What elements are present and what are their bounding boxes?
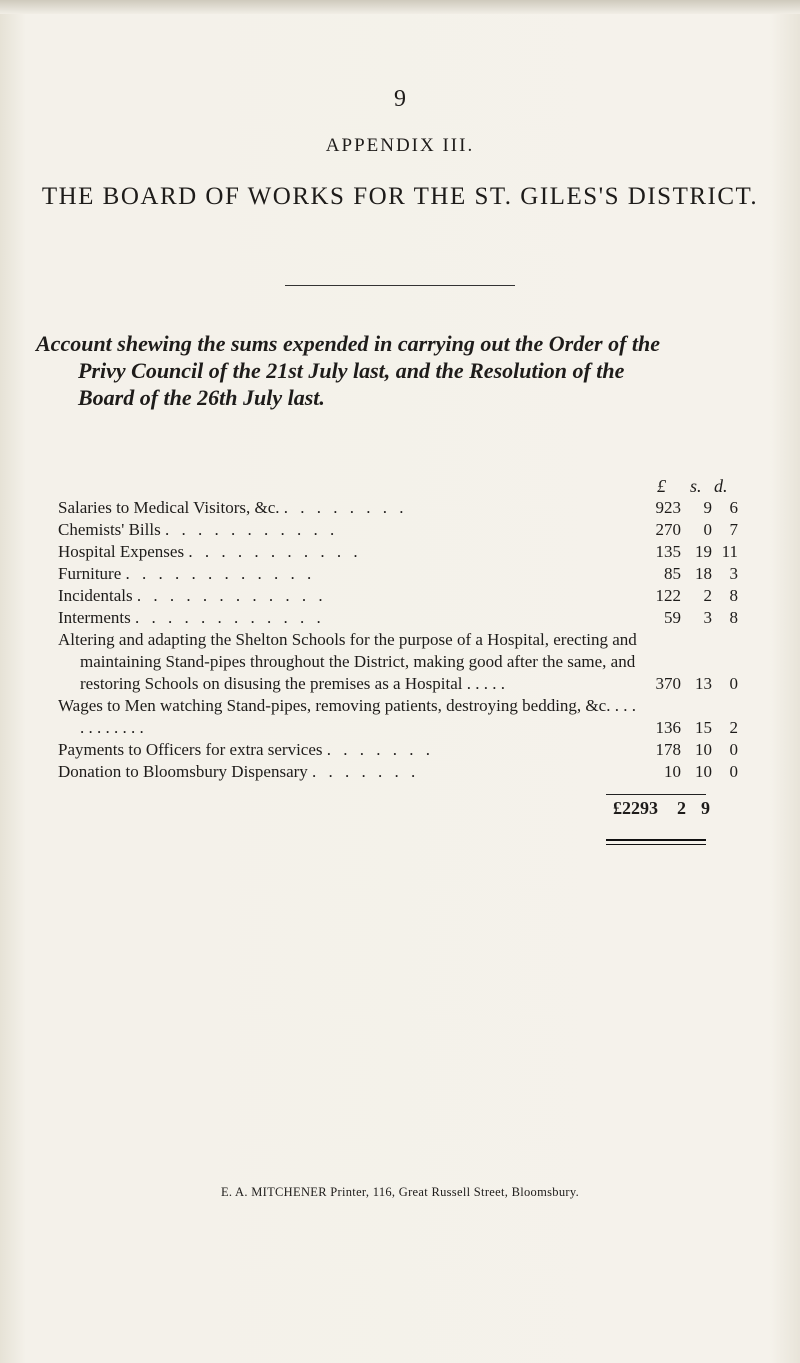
item-label: Chemists' Bills [58, 520, 161, 539]
amount-pounds: 178 [655, 740, 681, 759]
account-title-line-3: Board of the 26th July last. [78, 385, 325, 410]
amount-shillings: 0 [703, 520, 712, 539]
account-title-line-2: Privy Council of the 21st July last, and the Resolution of the [78, 358, 625, 383]
ledger-row [58, 739, 738, 761]
page-edge [0, 0, 800, 14]
amount-pence: 0 [729, 740, 738, 759]
total-rule [606, 794, 706, 795]
amount-pence: 3 [729, 564, 738, 583]
leader-dots: . . . . . . . [326, 740, 435, 759]
amount-shillings: 10 [695, 740, 712, 759]
amount-pence: 8 [729, 608, 738, 627]
amount-shillings: 10 [695, 762, 712, 781]
title-rule [285, 285, 515, 286]
amount-pence: 2 [729, 718, 738, 737]
item-label: Incidentals [58, 586, 133, 605]
amount-pounds: 923 [655, 498, 681, 517]
amount-pence: 11 [721, 542, 738, 561]
total-pence: 9 [701, 798, 710, 818]
amount-pounds: 122 [655, 586, 681, 605]
amount-pence: 0 [729, 762, 738, 781]
ledger-row [58, 629, 738, 695]
amount-shillings: 9 [703, 498, 712, 517]
amount-pounds: 270 [655, 520, 681, 539]
item-label: Payments to Officers for extra services [58, 740, 323, 759]
leader-dots: . . . . . . . . . . . . [125, 564, 316, 583]
ledger-row [58, 585, 738, 607]
page-number: 9 [394, 86, 406, 112]
amount-pence: 7 [729, 520, 738, 539]
account-title-line-1: Account shewing the sums expended in carrying out the Order of the [36, 331, 661, 356]
ledger-row [58, 497, 738, 519]
ledger-row [58, 695, 738, 739]
leader-dots: . . . . . [466, 674, 505, 693]
item-label: Hospital Expenses [58, 542, 185, 561]
board-title: THE BOARD OF WORKS FOR THE ST. GILES'S DISTRICT. [41, 183, 759, 210]
column-head-pence: d. [714, 476, 728, 496]
amount-pounds: 10 [664, 762, 681, 781]
total-double-rule [606, 839, 706, 845]
amount-shillings: 3 [703, 608, 712, 627]
amount-shillings: 2 [703, 586, 712, 605]
leader-dots: . . . . . . . [312, 762, 420, 781]
amount-shillings: 19 [695, 542, 712, 561]
item-label: Donation to Bloomsbury Dispensary [58, 762, 308, 781]
account-ledger [58, 497, 738, 783]
amount-pence: 0 [729, 674, 738, 693]
item-label: Furniture [58, 564, 122, 583]
amount-pounds: 136 [655, 718, 681, 737]
ledger-row [58, 563, 738, 585]
amount-shillings: 13 [695, 674, 712, 693]
ledger-row [58, 607, 738, 629]
item-label: Interments [58, 608, 131, 627]
amount-pounds: 85 [664, 564, 681, 583]
leader-dots: . . . . . . . . [283, 498, 408, 517]
item-label: Salaries to Medical Visitors, &c. [58, 498, 280, 517]
amount-pounds: 370 [655, 674, 681, 693]
column-head-shillings: s. [690, 476, 702, 496]
leader-dots: . . . . . . . . . . . . [134, 608, 325, 627]
leader-dots: . . . . . . . . . . . [80, 696, 636, 737]
leader-dots: . . . . . . . . . . . . [136, 586, 327, 605]
item-label: Wages to Men watching Stand-pipes, removing patients, destroying bedding, &c. [58, 696, 611, 715]
total-pounds: £2293 [613, 798, 658, 818]
amount-pounds: 135 [655, 542, 681, 561]
column-head-pounds: £ [657, 476, 666, 496]
amount-pounds: 59 [664, 608, 681, 627]
item-label: Altering and adapting the Shelton Schools for the purpose of a Hospital, erecting and maintaining Stand-pipes throughout the District, making good after the same, and restoring Schools on disusing the premises as a Hospital [58, 630, 637, 693]
account-title [36, 330, 764, 411]
ledger-row [58, 519, 738, 541]
amount-pence: 6 [729, 498, 738, 517]
amount-pence: 8 [729, 586, 738, 605]
total-shillings: 2 [677, 798, 686, 818]
amount-shillings: 15 [695, 718, 712, 737]
leader-dots: . . . . . . . . . . . [164, 520, 339, 539]
printer-imprint: E. A. MITCHENER Printer, 116, Great Russell Street, Bloomsbury. [220, 1185, 580, 1199]
ledger-row [58, 761, 738, 783]
leader-dots: . . . . . . . . . . . [188, 542, 362, 561]
ledger-row [58, 541, 738, 563]
amount-shillings: 18 [695, 564, 712, 583]
appendix-heading: APPENDIX III. [325, 135, 475, 156]
